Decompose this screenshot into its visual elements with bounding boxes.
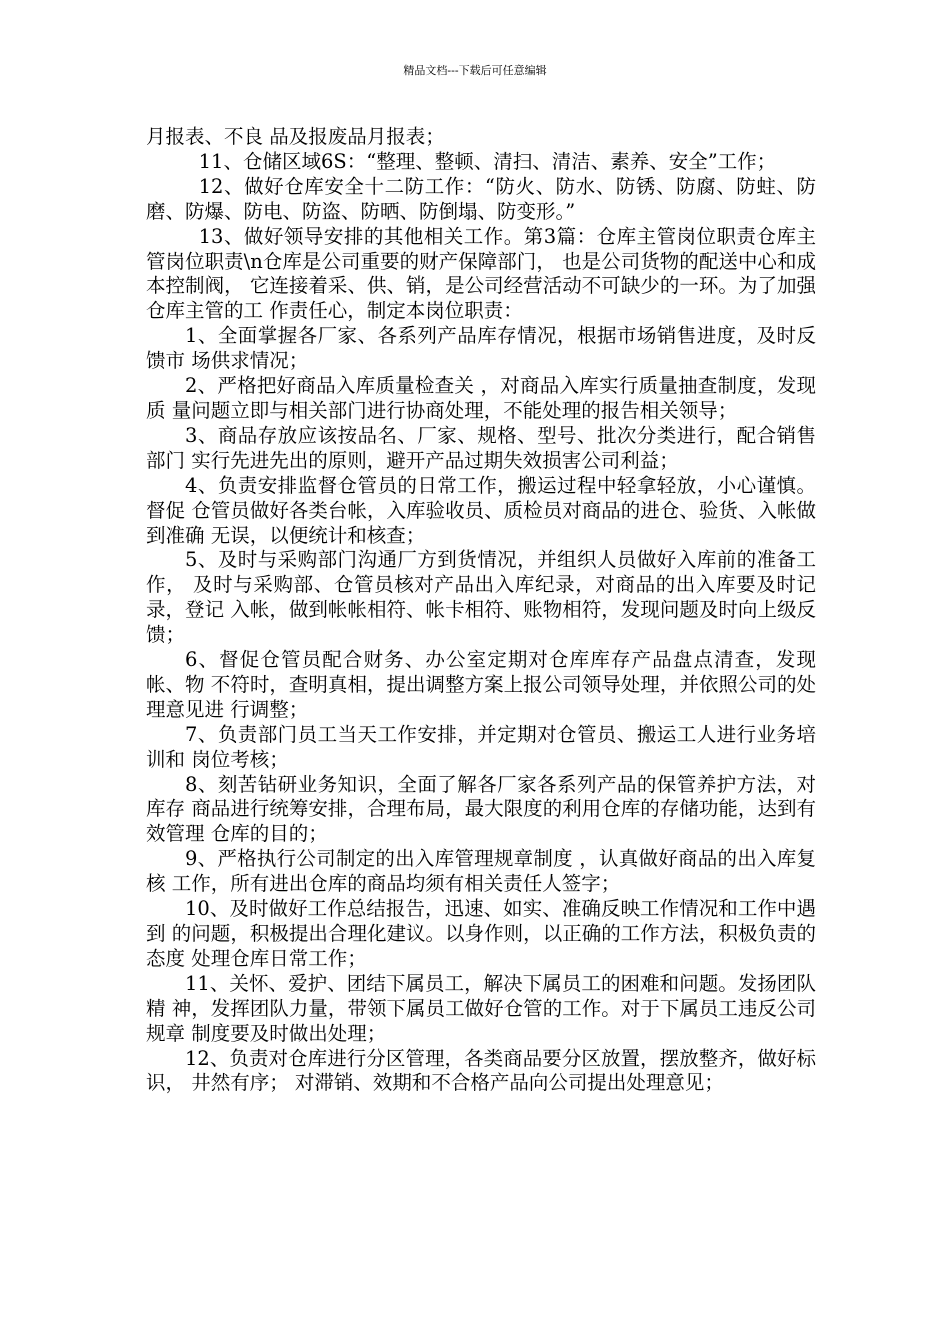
paragraph: 10、及时做好工作总结报告，迅速、如实、准确反映工作情况和工作中遇到 的问题，积极提出合理化建议。以身作则，以正确的工作方法，积极负责的态度 处理仓库日常工作；: [146, 897, 816, 970]
paragraph: 12、负责对仓库进行分区管理，各类商品要分区放置，摆放整齐，做好标识， 井然有序； 对滞销、效期和不合格产品向公司提出处理意见；: [146, 1046, 816, 1095]
paragraph: 3、商品存放应该按品名、厂家、规格、型号、批次分类进行，配合销售部门 实行先进先出的原则，避开产品过期失效损害公司利益；: [146, 423, 816, 472]
page-header: 精品文档---下载后可任意编辑: [403, 64, 547, 77]
paragraph: 11、仓储区域6S：“整理、整顿、清扫、清洁、素养、安全”工作；: [198, 149, 777, 173]
paragraph: 月报表、不良 品及报废品月报表；: [146, 125, 445, 148]
paragraph: 6、督促仓管员配合财务、办公室定期对仓库库存产品盘点清查，发现帐、物 不符时，查明真相，提出调整方案上报公司领导处理，并依照公司的处理意见进 行调整；: [146, 648, 816, 721]
document-body: [146, 125, 816, 1096]
paragraph: 1、全面掌握各厂家、各系列产品库存情况，根据市场销售进度，及时反馈市 场供求情况；: [146, 324, 816, 373]
paragraph: 8、刻苦钻研业务知识，全面了解各厂家各系列产品的保管养护方法，对库存 商品进行统筹安排，合理布局，最大限度的利用仓库的存储功能，达到有效管理 仓库的目的；: [146, 772, 816, 846]
paragraph: 12、做好仓库安全十二防工作：“防火、防水、防锈、防腐、防蛀、防磨、防爆、防电、防盗、防晒、防倒塌、防变形。”: [146, 174, 816, 223]
paragraph: 11、关怀、爱护、团结下属员工，解决下属员工的困难和问题。发扬团队精 神，发挥团队力量，带领下属员工做好仓管的工作。对于下属员工违反公司规章 制度要及时做出处理；: [146, 971, 816, 1045]
paragraph: 13、做好领导安排的其他相关工作。第3篇：仓库主管岗位职责仓库主管岗位职责\n仓库是公司重要的财产保障部门， 也是公司货物的配送中心和成本控制阀， 它连接着采、供、销，是公司经营活动不可缺少的一环。为了加强仓库主管的工 作责任心，制定本岗位职责：: [146, 224, 816, 323]
paragraph: 2、严格把好商品入库质量检查关 ，对商品入库实行质量抽查制度，发现质 量问题立即与相关部门进行协商处理，不能处理的报告相关领导；: [146, 374, 816, 422]
paragraph: 4、负责安排监督仓管员的日常工作，搬运过程中轻拿轻放，小心谨慎。督促 仓管员做好各类台帐，入库验收员、质检员对商品的进仓、验货、入帐做到准确 无误，以便统计和核查；: [146, 473, 816, 547]
paragraph: 5、及时与采购部门沟通厂方到货情况，并组织人员做好入库前的准备工作， 及时与采购部、仓管员核对产品出入库纪录，对商品的出入库要及时记录，登记 入帐，做到帐帐相符、帐卡相符、账物相符，发现问题及时向上级反馈；: [146, 548, 816, 647]
paragraph: 9、严格执行公司制定的出入库管理规章制度 ，认真做好商品的出入库复核 工作，所有进出仓库的商品均须有相关责任人签字；: [146, 847, 816, 896]
paragraph: 7、负责部门员工当天工作安排，并定期对仓管员、搬运工人进行业务培训和 岗位考核；: [146, 722, 816, 771]
